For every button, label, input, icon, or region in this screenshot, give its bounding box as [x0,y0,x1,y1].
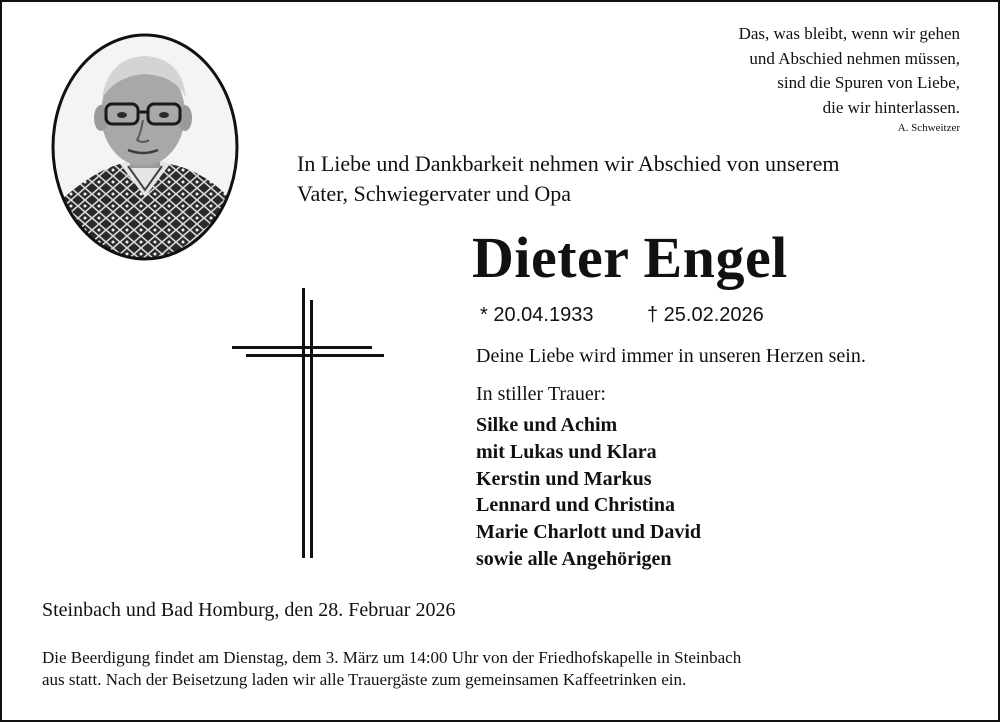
mourner-entry: mit Lukas und Klara [476,440,657,463]
birth-date: * 20.04.1933 [480,304,594,326]
mourner-entry: Kerstin und Markus [476,467,652,490]
mourner-entry: Silke und Achim [476,414,618,436]
funeral-line: Die Beerdigung findet am Dienstag, dem 3. März um 14:00 Uhr von der Friedhofskapelle in Steinbach [42,648,742,667]
memorial-motto: Deine Liebe wird immer in unseren Herzen sein. [476,345,866,367]
mourner-entry: sowie alle Angehörigen [476,547,672,570]
mourners-list [476,412,701,573]
deceased-name: Dieter Engel [472,225,788,290]
place-and-date: Steinbach und Bad Homburg, den 28. Februar 2026 [42,599,456,621]
memorial-quote [739,22,960,136]
quote-author: A. Schweitzer [897,122,960,134]
quote-line: sind die Spuren von Liebe, [777,73,960,92]
quote-line: die wir hinterlassen. [822,97,960,117]
mourner-entry: Lennard und Christina [476,494,675,517]
quote-line: Das, was bleibt, wenn wir gehen [738,24,960,43]
portrait-photo [50,32,240,262]
funeral-line: aus statt. Nach der Beisetzung laden wir alle Trauergäste zum gemeinsamen Kaffeetrinken ein. [42,670,687,689]
intro-text [297,149,957,209]
mourner-entry: Marie Charlott und David [476,521,701,544]
life-dates [480,304,764,327]
mourning-label: In stiller Trauer: [476,383,606,405]
intro-line: Vater, Schwiegervater und Opa [297,181,572,206]
funeral-notice [42,647,962,691]
cross-icon [232,288,387,558]
quote-line: und Abschied nehmen müssen, [749,48,960,68]
death-date: † 25.02.2026 [647,304,764,326]
intro-line: In Liebe und Dankbarkeit nehmen wir Abschied von unserem [297,151,840,176]
